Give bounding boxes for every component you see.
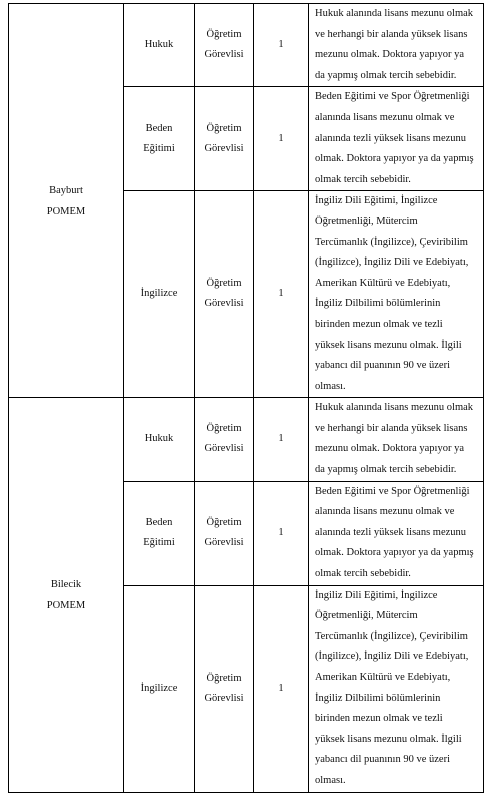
field-name: İngilizce [140,682,178,694]
count-cell [254,481,309,585]
position-title: Öğretim Görevlisi [204,122,244,154]
requirement-text: Beden Eğitimi ve Spor Öğretmenliği alanında lisans mezunu olmak ve alanında tezli yüksek lisans mezunu olmak. Doktora yapıyor ya da yapmış olmak tercih sebebidir. [315,91,474,185]
requirement-cell [309,191,484,398]
requirement-cell [309,398,484,481]
position-count: 1 [278,288,284,300]
field-cell [124,4,195,87]
position-cell [195,398,254,481]
position-cell [195,481,254,585]
field-cell [124,481,195,585]
field-cell [124,87,195,191]
institution-cell [9,4,124,398]
count-cell [254,191,309,398]
position-title: Öğretim Görevlisi [204,517,244,549]
requirement-text: Hukuk alanında lisans mezunu olmak ve herhangi bir alanda yüksek lisans mezunu olmak. Doktora yapıyor ya da yapmış olmak tercih sebebidir. [315,402,474,476]
requirement-text: Hukuk alanında lisans mezunu olmak ve herhangi bir alanda yüksek lisans mezunu olmak. Doktora yapıyor ya da yapmış olmak tercih sebebidir. [315,8,474,81]
count-cell [254,4,309,87]
requirement-text: İngiliz Dili Eğitimi, İngilizce Öğretmenliği, Mütercim Tercümanlık (İngilizce), Çeviribilim (İngilizce), İngiliz Dili ve Edebiyatı, Amerikan Kültürü ve Edebiyatı, İngiliz Dilbilimi bölümlerinin birinden mezun olmak ve tezli yüksek lisans mezunu olmak. İlgili yabancı dil puanının 90 ve üzeri olması. [315,589,469,786]
position-count: 1 [278,39,284,51]
position-title: Öğretim Görevlisi [204,29,244,61]
institution-name: Bayburt POMEM [46,184,86,217]
field-cell [124,585,195,792]
field-cell [124,398,195,481]
position-count: 1 [278,132,284,144]
field-name: İngilizce [140,288,178,300]
institution-name: Bilecik POMEM [46,578,86,611]
positions-table [8,3,484,793]
requirement-cell [309,87,484,191]
position-count: 1 [278,433,284,445]
count-cell [254,87,309,191]
table-row [9,398,484,481]
requirement-cell [309,585,484,792]
field-name: Hukuk [144,39,174,51]
position-cell [195,87,254,191]
position-title: Öğretim Görevlisi [204,278,244,310]
position-count: 1 [278,527,284,539]
position-title: Öğretim Görevlisi [204,672,244,704]
requirement-cell [309,4,484,87]
requirement-text: Beden Eğitimi ve Spor Öğretmenliği alanında lisans mezunu olmak ve alanında tezli yüksek lisans mezunu olmak. Doktora yapıyor ya da yapmış olmak tercih sebebidir. [315,485,474,580]
field-name: Beden Eğitimi [143,122,175,154]
institution-cell [9,398,124,792]
field-name: Hukuk [144,433,174,445]
position-cell [195,585,254,792]
requirement-text: İngiliz Dili Eğitimi, İngilizce Öğretmenliği, Mütercim Tercümanlık (İngilizce), Çeviribilim (İngilizce), İngiliz Dili ve Edebiyatı, Amerikan Kültürü ve Edebiyatı, İngiliz Dilbilimi bölümlerinin birinden mezun olmak ve tezli yüksek lisans mezunu olmak. İlgili yabancı dil puanının 90 ve üzeri olması. [315,195,469,392]
count-cell [254,585,309,792]
field-name: Beden Eğitimi [143,517,175,549]
table-row [9,4,484,87]
position-cell [195,191,254,398]
position-count: 1 [278,682,284,694]
count-cell [254,398,309,481]
field-cell [124,191,195,398]
requirement-cell [309,481,484,585]
position-cell [195,4,254,87]
position-title: Öğretim Görevlisi [204,423,244,455]
